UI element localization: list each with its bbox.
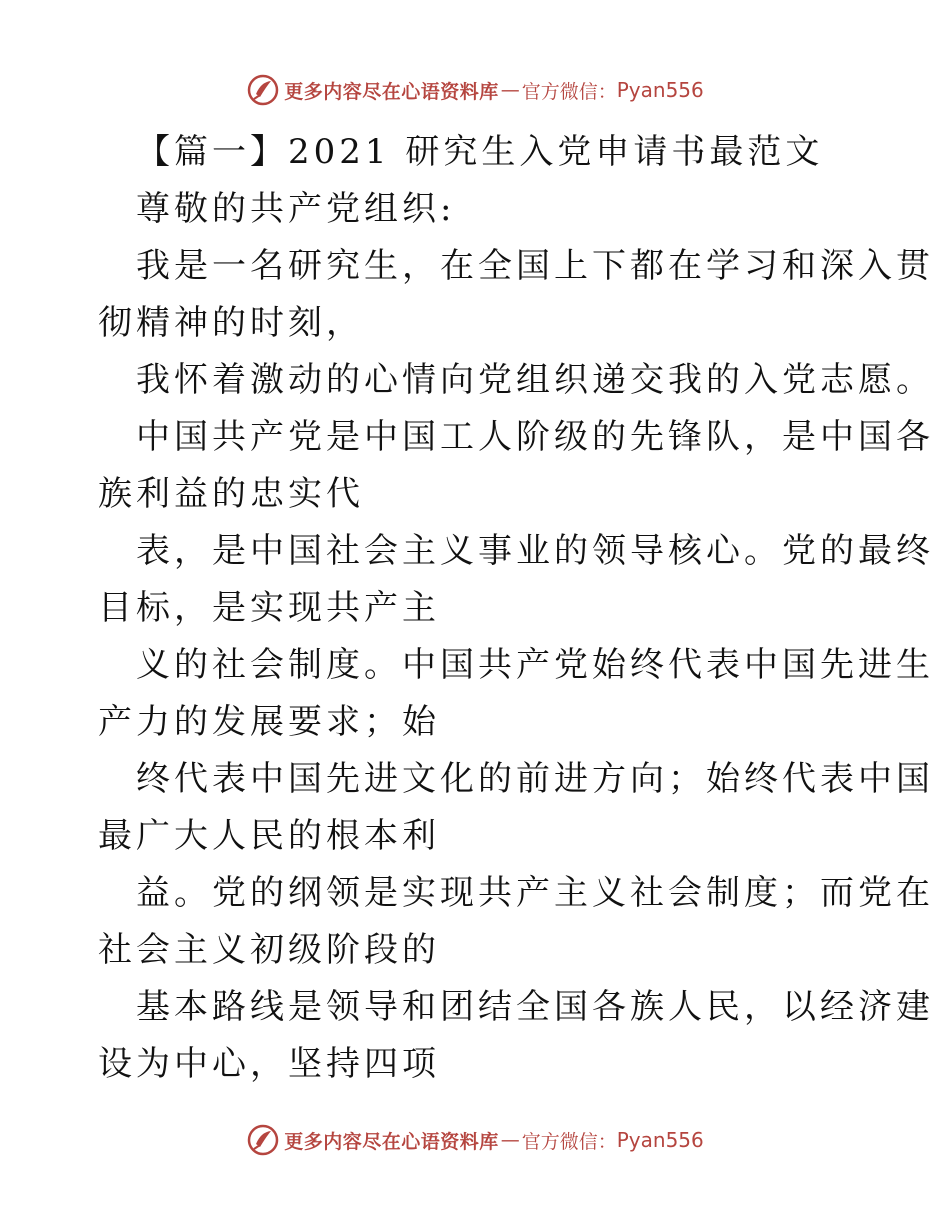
pen-swirl-logo-icon: [246, 1123, 280, 1157]
paragraph-line: 设为中心，坚持四项: [98, 1044, 440, 1084]
paragraph-line: 族利益的忠实代: [98, 474, 364, 514]
paragraph-line: 社会主义初级阶段的: [98, 930, 440, 970]
paragraph-line: 表，是中国社会主义事业的领导核心。党的最终: [136, 531, 934, 571]
pen-swirl-logo-icon: [246, 73, 280, 107]
document-body: [98, 124, 934, 1093]
paragraph-line: 基本路线是领导和团结全国各族人民，以经济建: [136, 987, 934, 1027]
document-title: 【篇一】2021 研究生入党申请书最范文: [136, 132, 824, 172]
paragraph-line: 产力的发展要求；始: [98, 702, 440, 742]
paragraph-line: 最广大人民的根本利: [98, 816, 440, 856]
banner-wechat-id: Pyan556: [616, 1128, 704, 1152]
paragraph-line: 我怀着激动的心情向党组织递交我的入党志愿。: [136, 360, 934, 400]
paragraph-line: 益。党的纲领是实现共产主义社会制度；而党在: [136, 873, 934, 913]
paragraph-line: 终代表中国先进文化的前进方向；始终代表中国: [136, 759, 934, 799]
banner-wechat-label: 官方微信：: [521, 1130, 617, 1153]
banner-brand-text: 更多内容尽在心语资料库: [284, 1130, 499, 1153]
paragraph-line: 我是一名研究生，在全国上下都在学习和深入贯: [136, 246, 934, 286]
banner-dash: —: [500, 79, 520, 101]
paragraph-line: 尊敬的共产党组织:: [136, 189, 456, 229]
paragraph-line: 义的社会制度。中国共产党始终代表中国先进生: [136, 645, 934, 685]
footer-banner: [0, 1120, 950, 1160]
paragraph-line: 中国共产党是中国工人阶级的先锋队，是中国各: [136, 417, 934, 457]
banner-wechat-label: 官方微信：: [521, 80, 617, 103]
banner-wechat-id: Pyan556: [616, 78, 704, 102]
banner-brand-text: 更多内容尽在心语资料库: [284, 80, 499, 103]
banner-dash: —: [500, 1129, 520, 1151]
paragraph-line: 目标，是实现共产主: [98, 588, 440, 628]
paragraph-line: 彻精神的时刻，: [98, 303, 364, 343]
header-banner: [0, 70, 950, 110]
